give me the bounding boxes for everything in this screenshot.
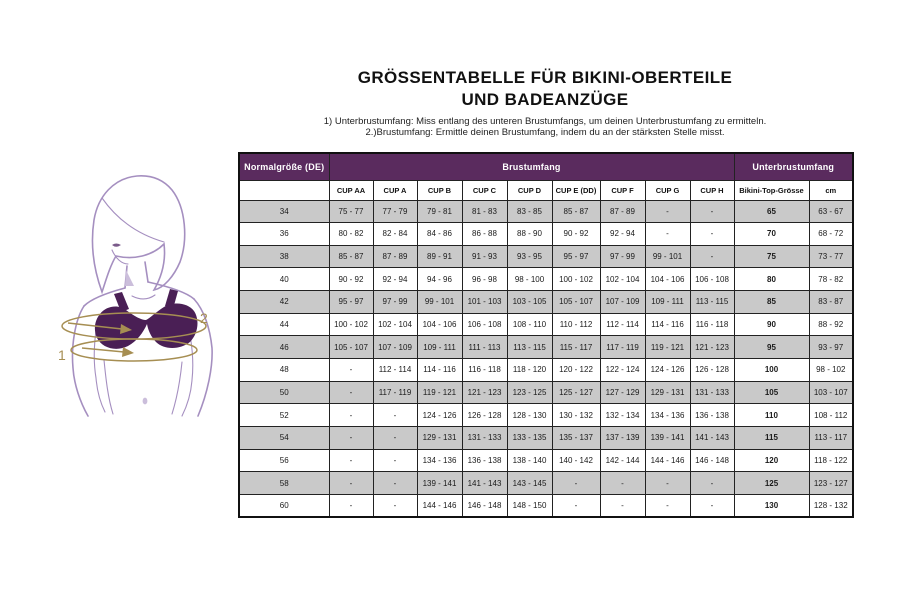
- cup-range-cell: 139 - 141: [417, 472, 462, 495]
- table-header-label-row: [239, 180, 853, 200]
- cup-range-cell: 121 - 123: [462, 381, 507, 404]
- cup-range-cell: 90 - 92: [552, 223, 600, 246]
- cup-range-cell: 104 - 106: [645, 268, 690, 291]
- header-empty-cell: [239, 180, 329, 200]
- cup-range-cell: 135 - 137: [552, 426, 600, 449]
- cup-range-cell: 111 - 113: [462, 336, 507, 359]
- cup-range-cell: 113 - 115: [507, 336, 552, 359]
- cup-range-cell: -: [329, 381, 373, 404]
- cup-range-cell: 148 - 150: [507, 494, 552, 517]
- table-row: [239, 223, 853, 246]
- cup-range-cell: 122 - 124: [600, 358, 645, 381]
- bikini-top-size-cell: 75: [734, 245, 809, 268]
- cup-range-cell: -: [645, 494, 690, 517]
- cup-range-cell: 95 - 97: [329, 291, 373, 314]
- bikini-top-size-cell: 125: [734, 472, 809, 495]
- underbust-tape-ellipse: [71, 339, 197, 361]
- cup-range-cell: 94 - 96: [417, 268, 462, 291]
- underbust-cm-cell: 63 - 67: [809, 200, 853, 223]
- header-cup-h: CUP H: [690, 180, 734, 200]
- cup-range-cell: 100 - 102: [329, 313, 373, 336]
- cup-range-cell: 108 - 110: [507, 313, 552, 336]
- cup-range-cell: 113 - 115: [690, 291, 734, 314]
- cup-range-cell: 117 - 119: [373, 381, 417, 404]
- size-cell: 58: [239, 472, 329, 495]
- table-row: [239, 381, 853, 404]
- bikini-top-size-cell: 110: [734, 404, 809, 427]
- cup-range-cell: 132 - 134: [600, 404, 645, 427]
- cup-range-cell: 100 - 102: [552, 268, 600, 291]
- cup-range-cell: 116 - 118: [462, 358, 507, 381]
- header-bust-group: Brustumfang: [329, 153, 734, 180]
- cup-range-cell: 112 - 114: [373, 358, 417, 381]
- header-cup-b: CUP B: [417, 180, 462, 200]
- size-cell: 48: [239, 358, 329, 381]
- header-cm: cm: [809, 180, 853, 200]
- instruction-underbust: 1) Unterbrustumfang: Miss entlang des unteren Brustumfangs, um deinen Unterbrustumfang zu ermitteln.: [323, 116, 767, 127]
- cup-range-cell: 134 - 136: [417, 449, 462, 472]
- cup-range-cell: 95 - 97: [552, 245, 600, 268]
- table-row: [239, 336, 853, 359]
- cup-range-cell: -: [690, 200, 734, 223]
- size-table-body: [239, 200, 853, 517]
- cup-range-cell: 124 - 126: [645, 358, 690, 381]
- underbust-cm-cell: 98 - 102: [809, 358, 853, 381]
- table-row: [239, 268, 853, 291]
- cup-range-cell: 129 - 131: [645, 381, 690, 404]
- cup-range-cell: -: [690, 223, 734, 246]
- cup-range-cell: 106 - 108: [690, 268, 734, 291]
- cup-range-cell: -: [690, 494, 734, 517]
- bikini-top-size-cell: 80: [734, 268, 809, 291]
- size-cell: 42: [239, 291, 329, 314]
- cup-range-cell: 109 - 111: [645, 291, 690, 314]
- cup-range-cell: 98 - 100: [507, 268, 552, 291]
- cup-range-cell: -: [645, 200, 690, 223]
- size-cell: 50: [239, 381, 329, 404]
- cup-range-cell: -: [329, 358, 373, 381]
- cup-range-cell: 97 - 99: [600, 245, 645, 268]
- header-cup-a: CUP A: [373, 180, 417, 200]
- size-cell: 56: [239, 449, 329, 472]
- cup-range-cell: 144 - 146: [645, 449, 690, 472]
- underbust-cm-cell: 78 - 82: [809, 268, 853, 291]
- cup-range-cell: 89 - 91: [417, 245, 462, 268]
- underbust-cm-cell: 103 - 107: [809, 381, 853, 404]
- instruction-bust: 2.)Brustumfang: Ermittle deinen Brustumfang, indem du an der stärksten Stelle misst.: [365, 127, 725, 138]
- measurement-figure-drawing: [40, 168, 240, 428]
- cup-range-cell: 126 - 128: [690, 358, 734, 381]
- bikini-top-size-cell: 85: [734, 291, 809, 314]
- cup-range-cell: 146 - 148: [462, 494, 507, 517]
- cup-range-cell: 93 - 95: [507, 245, 552, 268]
- bikini-top-size-cell: 115: [734, 426, 809, 449]
- bikini-top-size-cell: 95: [734, 336, 809, 359]
- cup-range-cell: 112 - 114: [600, 313, 645, 336]
- cup-range-cell: 88 - 90: [507, 223, 552, 246]
- cup-range-cell: 106 - 108: [462, 313, 507, 336]
- underbust-cm-cell: 108 - 112: [809, 404, 853, 427]
- underbust-tape-arrowhead: [122, 347, 134, 357]
- cup-range-cell: -: [690, 472, 734, 495]
- underbust-tape-label: 1: [58, 347, 66, 363]
- cup-range-cell: 99 - 101: [645, 245, 690, 268]
- underbust-cm-cell: 68 - 72: [809, 223, 853, 246]
- cup-range-cell: 114 - 116: [645, 313, 690, 336]
- header-cup-aa: CUP AA: [329, 180, 373, 200]
- bust-tape-label: 2: [200, 310, 208, 326]
- underbust-cm-cell: 113 - 117: [809, 426, 853, 449]
- page-title-line1: GRÖSSENTABELLE FÜR BIKINI-OBERTEILE: [357, 68, 733, 87]
- cup-range-cell: 92 - 94: [373, 268, 417, 291]
- bikini-top-size-cell: 130: [734, 494, 809, 517]
- figure-hair: [92, 176, 184, 292]
- cup-range-cell: 75 - 77: [329, 200, 373, 223]
- cup-range-cell: 83 - 85: [507, 200, 552, 223]
- underbust-cm-cell: 118 - 122: [809, 449, 853, 472]
- bikini-top-size-cell: 90: [734, 313, 809, 336]
- cup-range-cell: 97 - 99: [373, 291, 417, 314]
- underbust-cm-cell: 93 - 97: [809, 336, 853, 359]
- cup-range-cell: 119 - 121: [417, 381, 462, 404]
- cup-range-cell: 115 - 117: [552, 336, 600, 359]
- cup-range-cell: 90 - 92: [329, 268, 373, 291]
- size-cell: 34: [239, 200, 329, 223]
- cup-range-cell: 105 - 107: [329, 336, 373, 359]
- cup-range-cell: 142 - 144: [600, 449, 645, 472]
- cup-range-cell: -: [373, 472, 417, 495]
- figure-arm-left-outer: [72, 306, 88, 416]
- cup-range-cell: 101 - 103: [462, 291, 507, 314]
- cup-range-cell: 86 - 88: [462, 223, 507, 246]
- cup-range-cell: 110 - 112: [552, 313, 600, 336]
- table-row: [239, 358, 853, 381]
- cup-range-cell: -: [552, 472, 600, 495]
- cup-range-cell: 117 - 119: [600, 336, 645, 359]
- cup-range-cell: 87 - 89: [600, 200, 645, 223]
- page-title-line2: UND BADEANZÜGE: [461, 90, 629, 109]
- cup-range-cell: 105 - 107: [552, 291, 600, 314]
- cup-range-cell: 146 - 148: [690, 449, 734, 472]
- cup-range-cell: 139 - 141: [645, 426, 690, 449]
- table-row: [239, 291, 853, 314]
- cup-range-cell: 103 - 105: [507, 291, 552, 314]
- table-row: [239, 200, 853, 223]
- measuring-instructions: [190, 116, 900, 138]
- cup-range-cell: 118 - 120: [507, 358, 552, 381]
- cup-range-cell: -: [600, 472, 645, 495]
- cup-range-cell: 130 - 132: [552, 404, 600, 427]
- cup-range-cell: -: [373, 426, 417, 449]
- cup-range-cell: 107 - 109: [373, 336, 417, 359]
- header-cup-g: CUP G: [645, 180, 690, 200]
- cup-range-cell: 141 - 143: [462, 472, 507, 495]
- header-bikini-top-size: Bikini-Top-Grösse: [734, 180, 809, 200]
- bikini-top-size-cell: 65: [734, 200, 809, 223]
- figure-collarbone: [132, 295, 155, 299]
- cup-range-cell: 131 - 133: [462, 426, 507, 449]
- cup-range-cell: 126 - 128: [462, 404, 507, 427]
- size-cell: 36: [239, 223, 329, 246]
- cup-range-cell: -: [329, 449, 373, 472]
- cup-range-cell: 119 - 121: [645, 336, 690, 359]
- size-cell: 52: [239, 404, 329, 427]
- cup-range-cell: 80 - 82: [329, 223, 373, 246]
- cup-range-cell: 134 - 136: [645, 404, 690, 427]
- size-cell: 46: [239, 336, 329, 359]
- cup-range-cell: -: [600, 494, 645, 517]
- size-table: [238, 152, 854, 518]
- cup-range-cell: -: [552, 494, 600, 517]
- header-cup-d: CUP D: [507, 180, 552, 200]
- size-cell: 44: [239, 313, 329, 336]
- header-cup-e-dd: CUP E (DD): [552, 180, 600, 200]
- table-row: [239, 494, 853, 517]
- cup-range-cell: 107 - 109: [600, 291, 645, 314]
- table-header-group-row: [239, 153, 853, 180]
- cup-range-cell: 81 - 83: [462, 200, 507, 223]
- table-row: [239, 472, 853, 495]
- header-normal-size: Normalgröße (DE): [239, 153, 329, 180]
- cup-range-cell: -: [329, 404, 373, 427]
- size-cell: 40: [239, 268, 329, 291]
- cup-range-cell: 141 - 143: [690, 426, 734, 449]
- table-row: [239, 404, 853, 427]
- cup-range-cell: 91 - 93: [462, 245, 507, 268]
- figure-torso-right: [172, 362, 182, 414]
- cup-range-cell: 128 - 130: [507, 404, 552, 427]
- measurement-figure: [40, 168, 240, 428]
- cup-range-cell: 99 - 101: [417, 291, 462, 314]
- cup-range-cell: 104 - 106: [417, 313, 462, 336]
- size-cell: 54: [239, 426, 329, 449]
- cup-range-cell: 140 - 142: [552, 449, 600, 472]
- cup-range-cell: 77 - 79: [373, 200, 417, 223]
- cup-range-cell: 114 - 116: [417, 358, 462, 381]
- underbust-cm-cell: 73 - 77: [809, 245, 853, 268]
- figure-neck-shadow: [125, 270, 134, 286]
- header-cup-f: CUP F: [600, 180, 645, 200]
- cup-range-cell: 96 - 98: [462, 268, 507, 291]
- cup-range-cell: 129 - 131: [417, 426, 462, 449]
- cup-range-cell: 79 - 81: [417, 200, 462, 223]
- cup-range-cell: 84 - 86: [417, 223, 462, 246]
- cup-range-cell: -: [329, 494, 373, 517]
- cup-range-cell: -: [329, 426, 373, 449]
- cup-range-cell: 92 - 94: [600, 223, 645, 246]
- table-row: [239, 426, 853, 449]
- figure-torso-left: [104, 360, 113, 414]
- cup-range-cell: -: [645, 472, 690, 495]
- header-underbust-group: Unterbrustumfang: [734, 153, 853, 180]
- cup-range-cell: 85 - 87: [329, 245, 373, 268]
- cup-range-cell: 136 - 138: [462, 449, 507, 472]
- underbust-cm-cell: 88 - 92: [809, 313, 853, 336]
- cup-range-cell: 136 - 138: [690, 404, 734, 427]
- cup-range-cell: 131 - 133: [690, 381, 734, 404]
- cup-range-cell: -: [373, 404, 417, 427]
- table-row: [239, 245, 853, 268]
- cup-range-cell: 123 - 125: [507, 381, 552, 404]
- figure-neck-right: [145, 262, 148, 282]
- cup-range-cell: 137 - 139: [600, 426, 645, 449]
- cup-range-cell: 102 - 104: [600, 268, 645, 291]
- cup-range-cell: 87 - 89: [373, 245, 417, 268]
- cup-range-cell: -: [373, 449, 417, 472]
- cup-range-cell: 120 - 122: [552, 358, 600, 381]
- underbust-cm-cell: 123 - 127: [809, 472, 853, 495]
- table-row: [239, 313, 853, 336]
- cup-range-cell: -: [645, 223, 690, 246]
- cup-range-cell: 144 - 146: [417, 494, 462, 517]
- cup-range-cell: -: [373, 494, 417, 517]
- cup-range-cell: 102 - 104: [373, 313, 417, 336]
- header-cup-c: CUP C: [462, 180, 507, 200]
- bikini-top-size-cell: 70: [734, 223, 809, 246]
- bikini-top-size-cell: 105: [734, 381, 809, 404]
- table-row: [239, 449, 853, 472]
- underbust-cm-cell: 128 - 132: [809, 494, 853, 517]
- cup-range-cell: 116 - 118: [690, 313, 734, 336]
- underbust-cm-cell: 83 - 87: [809, 291, 853, 314]
- bikini-top-size-cell: 120: [734, 449, 809, 472]
- size-cell: 38: [239, 245, 329, 268]
- cup-range-cell: -: [690, 245, 734, 268]
- cup-range-cell: 125 - 127: [552, 381, 600, 404]
- cup-range-cell: 138 - 140: [507, 449, 552, 472]
- figure-navel: [143, 398, 148, 405]
- cup-range-cell: 109 - 111: [417, 336, 462, 359]
- cup-range-cell: 124 - 126: [417, 404, 462, 427]
- figure-bra-cups: [95, 304, 198, 349]
- page-title: [190, 70, 900, 108]
- cup-range-cell: 143 - 145: [507, 472, 552, 495]
- bikini-top-size-cell: 100: [734, 358, 809, 381]
- cup-range-cell: 85 - 87: [552, 200, 600, 223]
- cup-range-cell: -: [329, 472, 373, 495]
- cup-range-cell: 121 - 123: [690, 336, 734, 359]
- size-cell: 60: [239, 494, 329, 517]
- cup-range-cell: 82 - 84: [373, 223, 417, 246]
- cup-range-cell: 127 - 129: [600, 381, 645, 404]
- cup-range-cell: 133 - 135: [507, 426, 552, 449]
